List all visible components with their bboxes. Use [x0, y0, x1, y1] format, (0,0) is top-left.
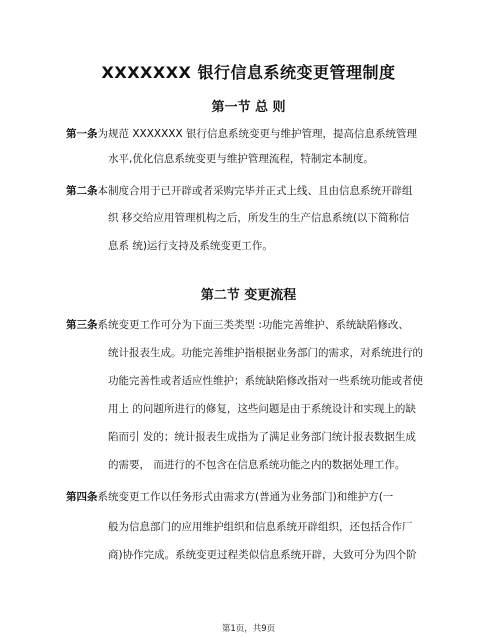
article-label: 第四条	[66, 491, 98, 503]
article-3-line-2: 统计报表生成。功能完善维护指根据业务部门的需求，对系统进行的	[108, 347, 423, 359]
article-label: 第一条	[66, 128, 98, 140]
article-2-line-3: 息系 统)运行支持及系统变更工作。	[108, 240, 273, 252]
article-4-line-2: 般为信息部门的应用维护组织和信息系统开辟组织，还包括合作厂	[108, 521, 413, 533]
article-3-line-4: 用上 的问题所进行的修复，这些问题是由于系统设计和实现上的缺	[108, 403, 416, 415]
article-3-line-3: 功能完善性或者适应性维护；系统缺陷修改指对一些系统功能或者使	[108, 375, 423, 387]
article-2-line-2: 织 移交给应用管理机构之后，所发生的生产信息系统(以下简称信	[108, 212, 410, 224]
article-3-line-5: 陷而引 发的；统计报表生成指为了满足业务部门统计报表数据生成	[108, 431, 416, 443]
article-1-line-1	[66, 127, 417, 141]
article-1-line-2: 水平,优化信息系统变更与维护管理流程，特制定本制度。	[108, 153, 374, 165]
document-title: XXXXXXX 银行信息系统变更管理制度	[101, 63, 396, 82]
page-footer: 第1页，共9页	[221, 624, 276, 634]
article-text: 为规范 XXXXXXX 银行信息系统变更与维护管理，提高信息系统管理	[97, 128, 418, 140]
article-text: 系统变更工作可分为下面三类类型 :功能完善维护、系统缺陷修改、	[97, 319, 409, 331]
article-4-line-1	[66, 490, 393, 504]
article-3-line-6: 的需要， 而进行的不包含在信息系统功能之内的数据处理工作。	[108, 459, 406, 471]
section-heading-change-process: 第二节 变更流程	[200, 288, 297, 303]
article-2-line-1	[66, 184, 413, 198]
article-3-line-1	[66, 318, 409, 332]
article-text: 系统变更工作以任务形式由需求方(普通为业务部门)和维护方(一	[97, 491, 394, 503]
article-text: 本制度合用于已开辟或者采购完毕并正式上线、且由信息系统开辟组	[97, 185, 413, 197]
section-heading-general: 第一节 总 则	[211, 100, 286, 115]
article-label: 第二条	[66, 185, 98, 197]
article-4-line-3: 商)协作完成。系统变更过程类似信息系统开辟，大致可分为四个阶	[108, 549, 417, 561]
article-label: 第三条	[66, 319, 98, 331]
